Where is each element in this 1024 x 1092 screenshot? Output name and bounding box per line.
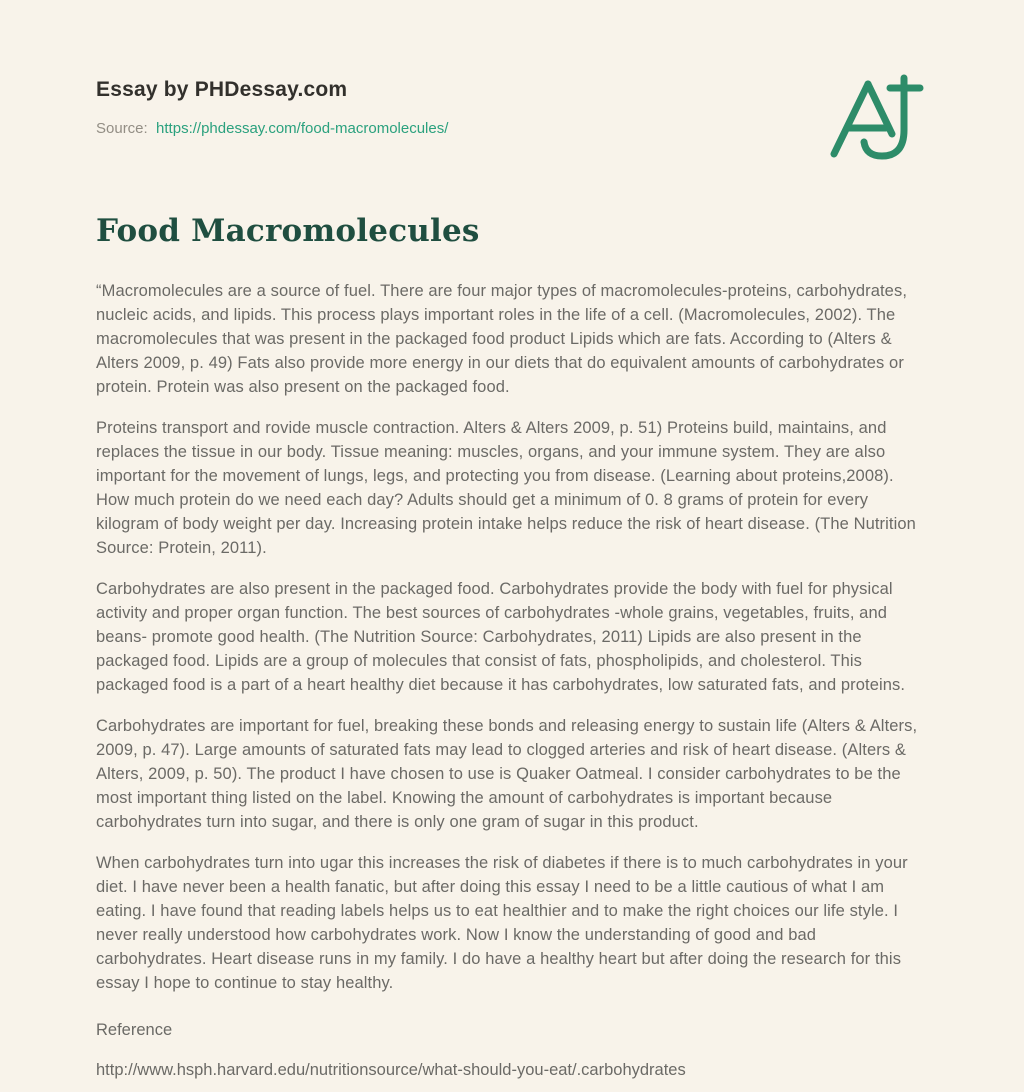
essay-paragraph-2: Proteins transport and rovide muscle contraction. Alters & Alters 2009, p. 51) Proteins build, maintains, and replaces the tissue in our body. Tissue meaning: muscles, organs, and your immune system. They are also important for the movement of lungs, legs, and protecting you from disease. (Learning about proteins,2008). How much protein do we need each day? Adults should get a minimum of 0. 8 grams of protein for every kilogram of body weight per day. Increasing protein intake helps reduce the risk of heart disease. (The Nutrition Source: Protein, 2011). <box>96 419 916 557</box>
page-title: Food Macromolecules <box>96 213 480 249</box>
phdessay-logo-icon <box>820 70 932 162</box>
phdessay-logo[interactable] <box>820 70 932 162</box>
essay-paragraph-1: “Macromolecules are a source of fuel. There are four major types of macromolecules-proteins, carbohydrates, nucleic acids, and lipids. This process plays important roles in the life of a cell. (Macromolecules, 2002). The macromolecules that was present in the packaged food product Lipids which are fats. According to (Alters & Alters 2009, p. 49) Fats also provide more energy in our diets that do equivalent amounts of carbohydrates or protein. Protein was also present on the packaged food. <box>96 282 907 396</box>
reference-heading: Reference <box>96 1021 173 1039</box>
source-url-link[interactable]: https://phdessay.com/food-macromolecules/ <box>156 120 449 137</box>
essay-body <box>96 279 928 995</box>
source-label: Source: <box>96 120 148 137</box>
reference-url: http://www.hsph.harvard.edu/nutritionsource/what-should-you-eat/.carbohydrates <box>96 1061 686 1079</box>
source-line <box>96 120 928 137</box>
essay-byline: Essay by PHDessay.com <box>96 78 348 101</box>
essay-paragraph-5: When carbohydrates turn into ugar this increases the risk of diabetes if there is to much carbohydrates in your diet. I have never been a health fanatic, but after doing this essay I need to be a little cautious of what I am eating. I have found that reading labels helps us to eat healthier and to make the right choices our life style. I never really understood how carbohydrates work. Now I know the understanding of good and bad carbohydrates. Heart disease runs in my family. I do have a healthy heart but after doing the research for this essay I hope to continue to stay healthy. <box>96 854 908 992</box>
essay-paragraph-4: Carbohydrates are important for fuel, breaking these bonds and releasing energy to sustain life (Alters & Alters, 2009, p. 47). Large amounts of saturated fats may lead to clogged arteries and risk of heart disease. (Alters & Alters, 2009, p. 50). The product I have chosen to use is Quaker Oatmeal. I consider carbohydrates to be the most important thing listed on the label. Knowing the amount of carbohydrates is important because carbohydrates turn into sugar, and there is only one gram of sugar in this product. <box>96 717 918 831</box>
essay-paragraph-3: Carbohydrates are also present in the packaged food. Carbohydrates provide the body with fuel for physical activity and proper organ function. The best sources of carbohydrates -whole grains, vegetables, fruits, and beans- promote good health. (The Nutrition Source: Carbohydrates, 2011) Lipids are also present in the packaged food. Lipids are a group of molecules that consist of fats, phospholipids, and cholesterol. This packaged food is a part of a heart healthy diet because it has carbohydrates, low saturated fats, and proteins. <box>96 580 906 694</box>
